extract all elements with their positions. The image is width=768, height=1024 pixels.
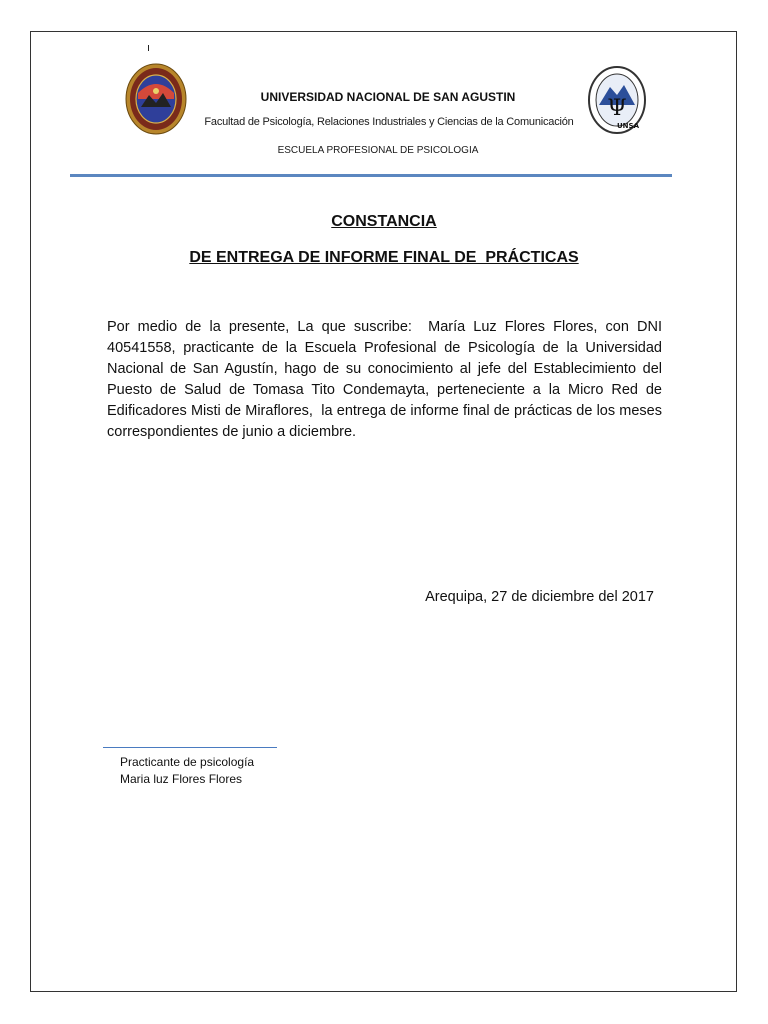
signer-role: Practicante de psicología bbox=[120, 755, 255, 769]
document-title: CONSTANCIA bbox=[331, 213, 437, 230]
university-name: UNIVERSIDAD NACIONAL DE SAN AGUSTIN bbox=[260, 90, 516, 104]
school-name: ESCUELA PROFESIONAL DE PSICOLOGIA bbox=[277, 145, 479, 156]
svg-text:Ψ: Ψ bbox=[607, 96, 627, 121]
signature-line bbox=[103, 747, 277, 748]
faculty-name: Facultad de Psicología, Relaciones Industriales y Ciencias de la Comunicación bbox=[204, 116, 574, 128]
psychology-school-seal-icon bbox=[588, 65, 646, 135]
header-divider bbox=[70, 174, 672, 177]
place-date: Arequipa, 27 de diciembre del 2017 bbox=[425, 589, 654, 605]
university-seal-icon bbox=[125, 63, 187, 135]
tick-mark bbox=[148, 45, 149, 51]
svg-text:UNSA: UNSA bbox=[616, 122, 640, 130]
signer-name: Maria luz Flores Flores bbox=[120, 772, 243, 786]
document-subtitle: DE ENTREGA DE INFORME FINAL DE PRÁCTICAS bbox=[189, 249, 579, 266]
body-paragraph: Por medio de la presente, La que suscribe: María Luz Flores Flores, con DNI 40541558, practicante de la Escuela Profesional de Psicología de la Universidad Nacional de San Agustín, hago de su conocimiento al jefe del Establecimiento del Puesto de Salud de Tomasa Tito Condemayta, perteneciente a la Micro Red de Edificadores Misti de Miraflores, la entrega de informe final de prácticas de los meses correspondientes de junio a diciembre. bbox=[107, 319, 667, 440]
